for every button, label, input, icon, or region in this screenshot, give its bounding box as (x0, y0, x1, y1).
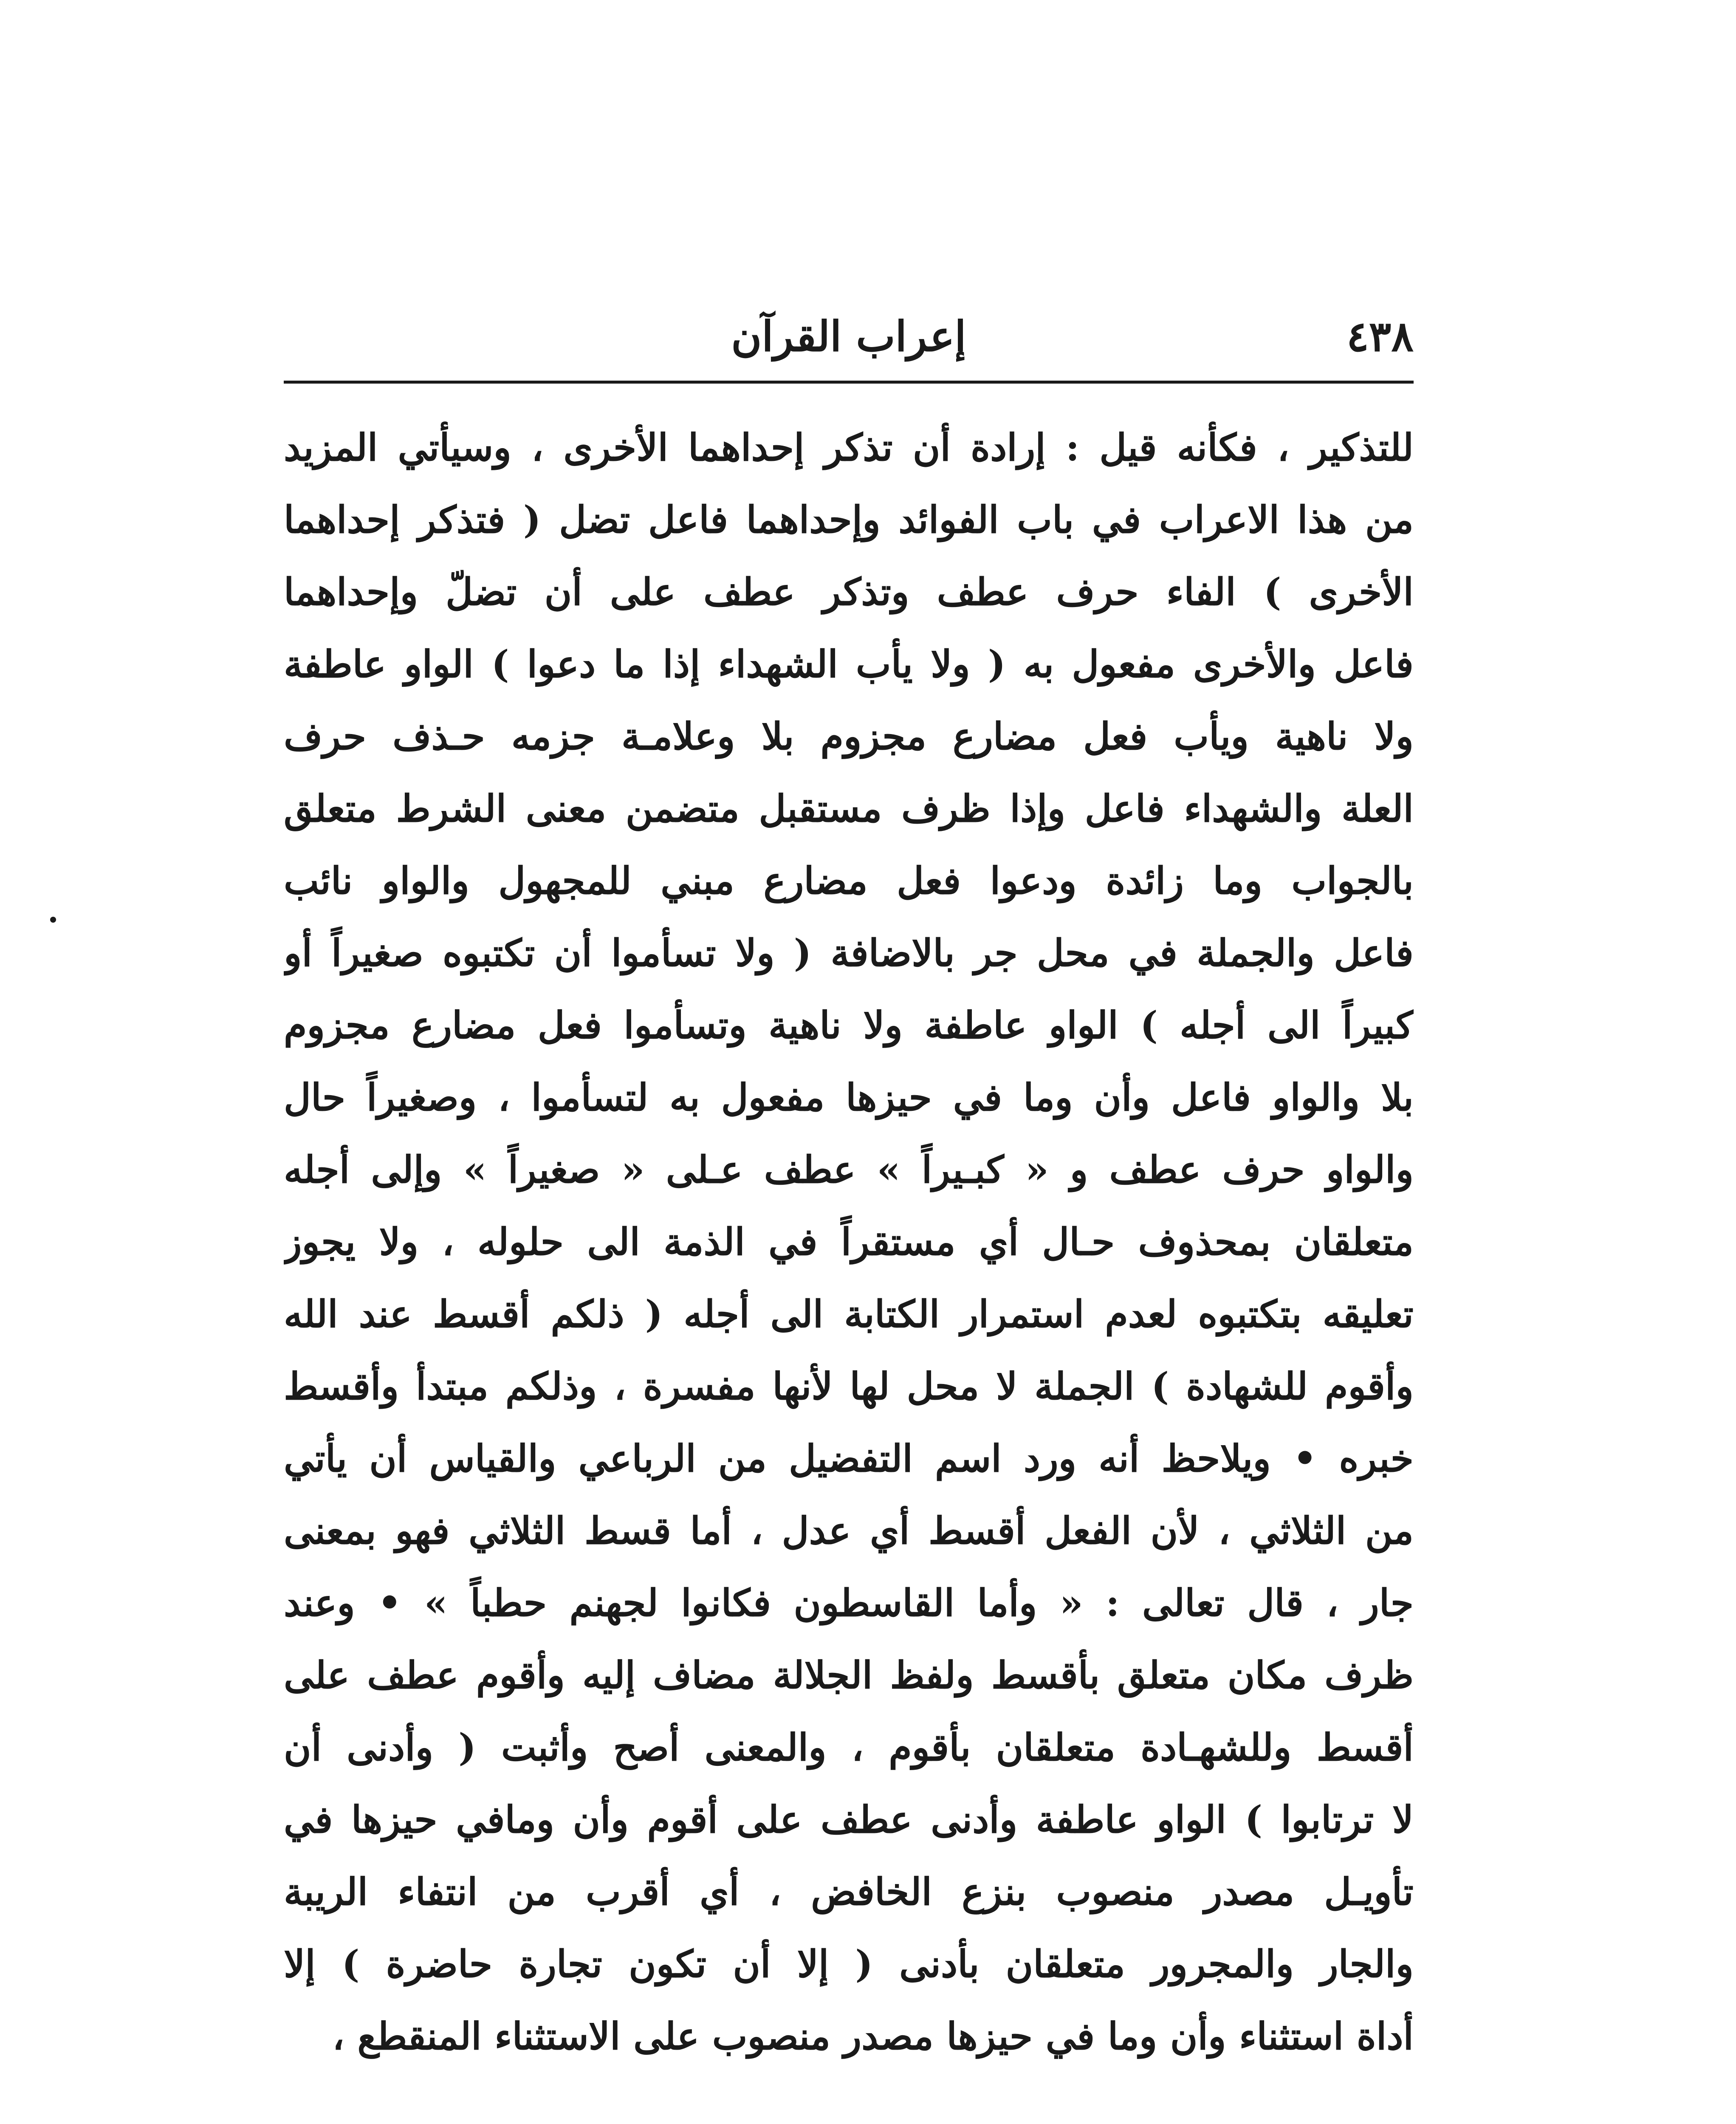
text-line: أقسط وللشهـادة متعلقان بأقوم ، والمعنى أصح وأثبت ( وأدنى أن (284, 1725, 1414, 1769)
text-line: للتذكير ، فكأنه قيل : إرادة أن تذكر إحداهما الأخرى ، وسيأتي المزيد (284, 425, 1414, 469)
text-line: فاعل والجملة في محل جر بالاضافة ( ولا تسأموا أن تكتبوه صغيراً أو (284, 931, 1414, 975)
text-line: وأقوم للشهادة ) الجملة لا محل لها لأنها مفسرة ، وذلكم مبتدأ وأقسط (284, 1364, 1414, 1408)
header-rule (284, 381, 1414, 384)
text-line: خبره • ويلاحظ أنه ورد اسم التفضيل من الرباعي والقياس أن يأتي (284, 1436, 1414, 1480)
text-line: فاعل والأخرى مفعول به ( ولا يأب الشهداء إذا ما دعوا ) الواو عاطفة (284, 642, 1414, 686)
text-line: ولا ناهية ويأب فعل مضارع مجزوم بلا وعلامـة جزمه حـذف حرف (284, 714, 1414, 758)
text-line: تعليقه بتكتبوه لعدم استمرار الكتابة الى أجله ( ذلكم أقسط عند الله (284, 1292, 1414, 1336)
body-text (284, 411, 1414, 2072)
text-line: من الثلاثي ، لأن الفعل أقسط أي عدل ، أما قسط الثلاثي فهو بمعنى (284, 1508, 1414, 1553)
text-line: بلا والواو فاعل وأن وما في حيزها مفعول به لتسأموا ، وصغيراً حال (284, 1075, 1414, 1119)
text-line: ظرف مكان متعلق بأقسط ولفظ الجلالة مضاف إليه وأقوم عطف على (284, 1653, 1414, 1697)
text-line: والواو حرف عطف و « كبـيراً » عطف عـلى « صغيراً » وإلى أجله (284, 1147, 1414, 1192)
page-number: ٤٣٨ (1346, 312, 1414, 361)
text-line: أداة استثناء وأن وما في حيزها مصدر منصوب على الاستثناء المنقطع ، (332, 2014, 1414, 2058)
text-line: الأخرى ) الفاء حرف عطف وتذكر عطف على أن تضلّ وإحداهما (284, 570, 1414, 614)
text-line: العلة والشهداء فاعل وإذا ظرف مستقبل متضمن معنى الشرط متعلق (284, 786, 1414, 830)
text-line: لا ترتابوا ) الواو عاطفة وأدنى عطف على أقوم وأن ومافي حيزها في (284, 1797, 1414, 1842)
page-header (284, 305, 1414, 369)
text-line: من هذا الاعراب في باب الفوائد وإحداهما فاعل تضل ( فتذكر إحداهما (284, 497, 1414, 542)
text-line: والجار والمجرور متعلقان بأدنى ( إلا أن تكون تجارة حاضرة ) إلا (284, 1942, 1414, 1986)
text-line: كبيراً الى أجله ) الواو عاطفة ولا ناهية وتسأموا فعل مضارع مجزوم (284, 1003, 1414, 1047)
margin-speck (50, 917, 56, 923)
running-title: إعراب القرآن (731, 312, 966, 361)
text-line: متعلقان بمحذوف حـال أي مستقراً في الذمة الى حلوله ، ولا يجوز (284, 1220, 1414, 1264)
text-line: بالجواب وما زائدة ودعوا فعل مضارع مبني للمجهول والواو نائب (284, 859, 1414, 903)
text-line: تأويـل مصدر منصوب بنزع الخافض ، أي أقرب من انتفاء الريبة (284, 1870, 1414, 1914)
text-line: جار ، قال تعالى : « وأما القاسطون فكانوا لجهنم حطباً » • وعند (284, 1581, 1414, 1625)
